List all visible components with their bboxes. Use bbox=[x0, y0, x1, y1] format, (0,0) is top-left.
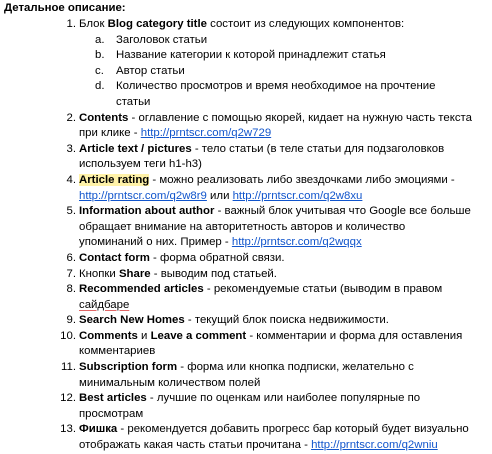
list-number: 2. bbox=[66, 111, 76, 124]
item-text: - рекомендуется добавить прогресс бар который будет визуально отображать какая часть статьи прочитана - bbox=[79, 423, 469, 452]
sub-list bbox=[79, 33, 472, 111]
item-text: - комментарии и форма для оставления комментариев bbox=[79, 329, 463, 358]
list-item-12 bbox=[0, 391, 492, 422]
list-number: 9. bbox=[66, 314, 76, 327]
list-item-8 bbox=[0, 282, 492, 313]
item-title: Search New Homes bbox=[79, 314, 185, 327]
sub-letter: a. bbox=[95, 33, 105, 46]
item-text: - важный блок учитывая что Google все больше обращает внимание на авторитетность авторов и количество упоминаний о них. Пример - bbox=[79, 205, 471, 249]
sub-letter: c. bbox=[95, 64, 104, 77]
sub-list-item bbox=[79, 79, 472, 110]
item-title: Subscription form bbox=[79, 361, 178, 374]
list-item-4 bbox=[0, 173, 492, 204]
item-text: состоит из следующих компонентов: bbox=[206, 18, 405, 30]
item-text: - форма или кнопка подписки, желательно с минимальным количеством полей bbox=[79, 361, 414, 389]
sub-item-text: Количество просмотров и время необходимое на прочтение статьи bbox=[116, 80, 436, 108]
list-item-9 bbox=[0, 313, 492, 329]
sub-letter: d. bbox=[95, 80, 105, 93]
screenshot-link[interactable]: http://prntscr.com/q2w8r9 bbox=[79, 189, 207, 202]
item-title: Best articles bbox=[79, 392, 147, 405]
list-number: 8. bbox=[66, 283, 76, 296]
sub-letter: b. bbox=[95, 49, 105, 62]
list-item-6 bbox=[0, 251, 492, 267]
list-number: 12. bbox=[60, 392, 76, 405]
list-number: 6. bbox=[66, 251, 76, 264]
item-title: Information about author bbox=[79, 205, 215, 218]
list-item-10 bbox=[0, 329, 492, 360]
list-item-2 bbox=[0, 111, 492, 142]
item-text: Блок bbox=[79, 18, 108, 30]
item-title: Comments bbox=[79, 329, 138, 342]
item-title: Blog category title bbox=[107, 18, 207, 30]
list-number: 11. bbox=[61, 361, 76, 374]
list-item-13 bbox=[0, 422, 492, 453]
item-text: - тело статьи (в теле статьи для подзаголовков используем теги h1-h3) bbox=[79, 142, 445, 171]
list-item-3 bbox=[0, 142, 492, 173]
item-text: - можно реализовать либо звездочками либо эмоциями - bbox=[149, 173, 455, 186]
sub-item-text: Название категории к которой принадлежит статья bbox=[116, 49, 386, 62]
sub-item-text: Автор статьи bbox=[116, 64, 185, 77]
description-list bbox=[0, 17, 492, 454]
item-text: - лучшие по оценкам или наиболее популярные по просмотрам bbox=[79, 392, 421, 420]
list-number: 5. bbox=[66, 205, 76, 218]
screenshot-link[interactable]: http://prntscr.com/q2w729 bbox=[140, 127, 272, 140]
item-text: - форма обратной связи. bbox=[149, 251, 285, 264]
list-number: 4. bbox=[66, 173, 76, 186]
item-title: Фишка bbox=[79, 423, 118, 436]
sub-list-item bbox=[79, 33, 472, 49]
list-number: 1. bbox=[66, 18, 76, 30]
item-title: Article text / pictures bbox=[79, 142, 192, 155]
item-title: Contact form bbox=[79, 251, 150, 264]
item-title: Recommended articles bbox=[79, 283, 204, 296]
screenshot-link[interactable]: http://prntscr.com/q2wniu bbox=[311, 439, 438, 452]
item-title: Leave a comment bbox=[150, 329, 247, 342]
sub-item-text: Заголовок статьи bbox=[116, 33, 208, 46]
item-text: - выводим под статьей. bbox=[150, 267, 277, 280]
sub-list-item bbox=[79, 64, 472, 80]
list-number: 7. bbox=[66, 267, 76, 280]
item-title-highlighted: Article rating bbox=[79, 173, 150, 186]
list-item-5 bbox=[0, 204, 492, 251]
section-heading: Детальное описание: bbox=[4, 2, 126, 14]
list-item-11 bbox=[0, 360, 492, 391]
sub-list-item bbox=[79, 48, 472, 64]
list-item-1 bbox=[0, 17, 492, 111]
item-text: и bbox=[137, 329, 151, 342]
item-title: Share bbox=[118, 267, 151, 280]
screenshot-link[interactable]: http://prntscr.com/q2w8xu bbox=[232, 189, 363, 202]
list-item-7 bbox=[0, 267, 492, 283]
item-text: или bbox=[206, 189, 233, 202]
list-number: 13. bbox=[60, 423, 76, 436]
list-number: 3. bbox=[66, 142, 76, 155]
item-text: - текущий блок поиска недвижимости. bbox=[184, 314, 389, 327]
item-text: - оглавление с помощью якорей, кидает на нужную часть текста при клике - bbox=[79, 111, 472, 140]
item-title: Contents bbox=[79, 111, 129, 124]
spellcheck-underlined-word: сайдбаре bbox=[79, 298, 130, 311]
screenshot-link[interactable]: http://prntscr.com/q2wqqx bbox=[231, 236, 362, 249]
list-number: 10. bbox=[60, 329, 76, 342]
item-text: - рекомендуемые статьи (выводим в правом bbox=[203, 283, 443, 296]
item-text: Кнопки bbox=[79, 267, 119, 280]
